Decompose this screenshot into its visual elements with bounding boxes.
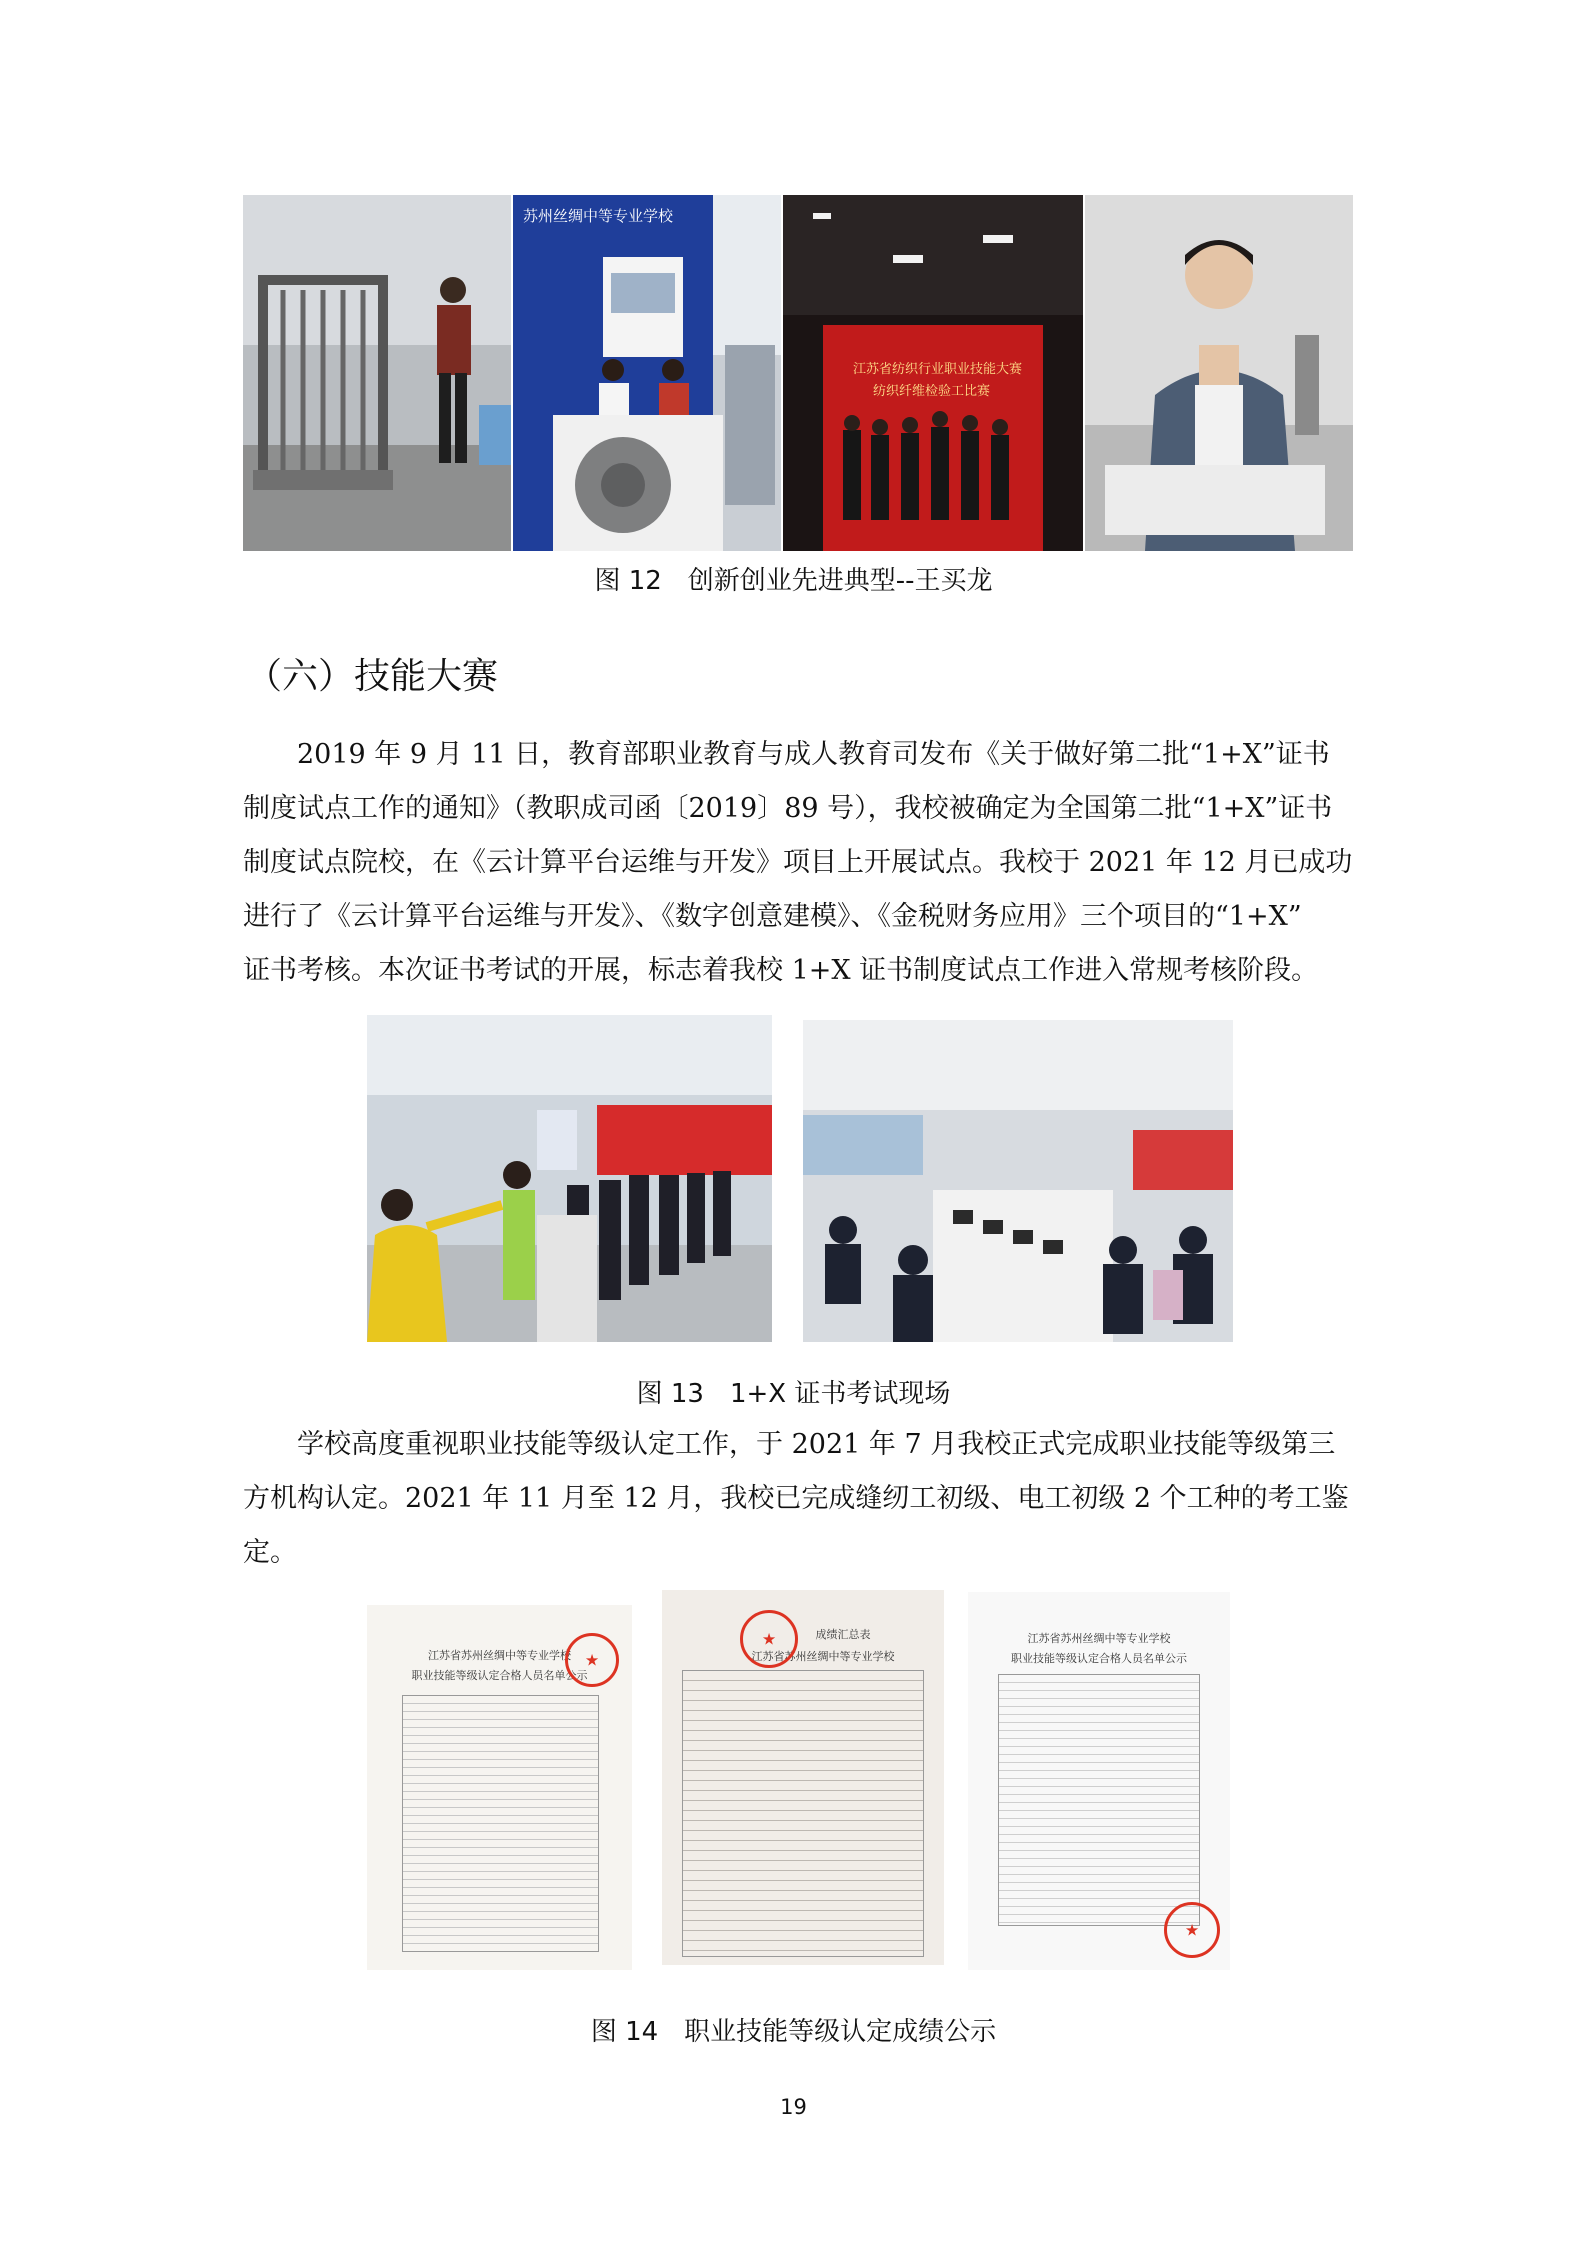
paragraph-2 xyxy=(243,1418,1353,1580)
paragraph-line: 学校高度重视职业技能等级认定工作，于 2021 年 7 月我校正式完成职业技能等级第三 xyxy=(297,1429,1336,1460)
results-table-graphic xyxy=(402,1695,599,1952)
stage-banner-line2: 纺织纤维检验工比赛 xyxy=(873,384,991,399)
paragraph-line: 制度试点院校，在《云计算平台运维与开发》项目上开展试点。我校于 2021 年 12 月已成功 xyxy=(243,847,1353,878)
stage-banner-line1: 江苏省纺织行业职业技能大赛 xyxy=(853,362,1023,377)
paragraph-line: 方机构认定。2021 年 11 月至 12 月，我校已完成缝纫工初级、电工初级 2 个工种的考工鉴 xyxy=(243,1483,1349,1514)
official-seal-icon xyxy=(740,1610,798,1668)
paragraph-line: 2019 年 9 月 11 日，教育部职业教育与成人教育司发布《关于做好第二批“1+X”证书 xyxy=(297,739,1330,770)
certification-list-doc-1 xyxy=(367,1605,632,1970)
doc-title-line2: 职业技能等级认定合格人员名单公示 xyxy=(1011,1652,1187,1665)
results-table-graphic xyxy=(998,1674,1200,1926)
paragraph-line: 证书考核。本次证书考试的开展，标志着我校 1+X 证书制度试点工作进入常规考核阶段。 xyxy=(243,955,1319,986)
temperature-check-photo xyxy=(367,1015,772,1342)
certification-list-doc-2 xyxy=(968,1592,1230,1970)
booth-sign: 苏州丝绸中等专业学校 xyxy=(523,207,674,225)
paragraph-line: 定。 xyxy=(243,1537,297,1568)
award-ceremony-photo xyxy=(783,195,1083,551)
score-summary-doc xyxy=(662,1590,944,1965)
figure14-caption: 图 14 职业技能等级认定成绩公示 xyxy=(590,2017,997,2047)
doc-title-line1: 江苏省苏州丝绸中等专业学校 xyxy=(428,1649,571,1662)
paragraph-line: 制度试点工作的通知》（教职成司函〔2019〕89 号），我校被确定为全国第二批“1+X”证书 xyxy=(243,793,1333,824)
figure13-caption: 图 13 1+X 证书考试现场 xyxy=(636,1379,951,1409)
doc-title-line2: 职业技能等级认定合格人员名单公示 xyxy=(411,1669,588,1682)
page-number: 19 xyxy=(780,2095,807,2119)
official-seal-icon xyxy=(1164,1902,1220,1958)
paragraph-1 xyxy=(243,728,1353,998)
exhibition-booth-photo xyxy=(513,195,781,551)
official-seal-icon xyxy=(565,1633,619,1687)
computer-exam-room-photo xyxy=(803,1020,1233,1342)
doc-title-line2: 江苏省苏州丝绸中等专业学校 xyxy=(751,1650,895,1663)
figure12-caption: 图 12 创新创业先进典型--王买龙 xyxy=(594,566,993,596)
results-table-graphic xyxy=(682,1670,924,1957)
loom-student-photo xyxy=(243,195,511,551)
lab-student-photo xyxy=(1085,195,1353,551)
doc-title-line1: 成绩汇总表 xyxy=(815,1628,871,1641)
paragraph-line: 进行了《云计算平台运维与开发》、《数字创意建模》、《金税财务应用》三个项目的“1+X” xyxy=(243,901,1302,932)
section-heading: （六）技能大赛 xyxy=(246,656,499,697)
doc-title-line1: 江苏省苏州丝绸中等专业学校 xyxy=(1027,1632,1171,1645)
